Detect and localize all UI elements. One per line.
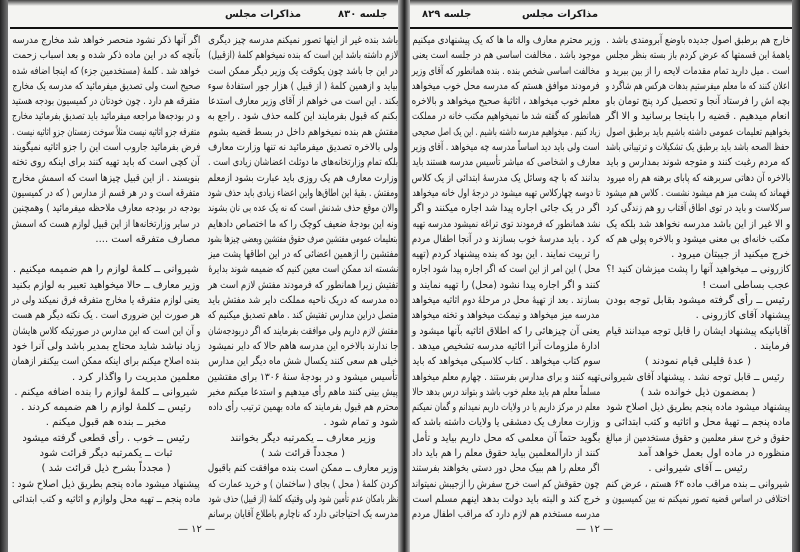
text-line (412, 125, 600, 140)
line-text: رئیس ــ آقای شیروانی . (648, 463, 748, 475)
line-text: است ولی باید دید اساساً مدرسه چه میخواهد . آقای وزیر (411, 142, 600, 154)
line-text: مفتشین را ازهمین اعضائی که در این اطاقها پشت میز (208, 249, 398, 261)
line-text: کنند از دارالمعلمین بیاید حقوق معلم را هم باید داد (412, 448, 600, 460)
line-text: نشد همانطور که فرمودند توی تراغه نمیشود مدرسه تهیه (412, 218, 600, 230)
session-number: جلسه ۸۳۰ (338, 9, 388, 20)
line-text: در این جا باشد چون یکوقت یک وزیر دیگر ممکن است (208, 65, 398, 77)
text-line (412, 140, 600, 155)
line-text: کازرونی ــ میخواهید آنها را پشت میزشان کنید !؟ (605, 264, 790, 276)
text-line (208, 492, 398, 507)
line-text: زیاد کنیم . میخواهیم مدرسه داشته باشیم . این یک اصل صحیحی (412, 126, 600, 138)
line-text: ادارهٔ ملزومات آنرا اثاثیه مدرسه تشخیص میدهد . (412, 340, 600, 352)
page-number: — ۱۲ — (178, 524, 216, 535)
line-text: پیشنهاد میشود ماده پنجم بطریق ذیل اصلاح شود : (11, 478, 200, 490)
text-line (208, 278, 398, 293)
text-line (208, 33, 398, 48)
header-rule (10, 27, 398, 29)
text-line (12, 201, 200, 216)
speaker-note-line (12, 431, 200, 446)
page-title: مذاکرات مجلس (225, 9, 302, 20)
text-line (412, 339, 600, 354)
line-text: موجود باشد . مخالفت اساسی هم در جلسه است یعنی (412, 50, 600, 62)
session-number: جلسه ۸۲۹ (422, 9, 472, 20)
line-text: معلم در مرکز داریم یا در ولایات داریم نمیدانم و گمان نمیکنم (411, 402, 600, 414)
text-line (606, 79, 790, 94)
line-text: و در بودجه‌ها مراجعه میفرمائید باید تصدیق بفرمائید مخارج (12, 111, 200, 123)
line-text: تهیه کنند و برای مدارس بفرستند . چهارم معلم میخواهد (411, 371, 600, 383)
page-title: مذاکرات مجلس (522, 9, 599, 20)
speaker-note-line (208, 431, 398, 446)
line-text: جا ندارند بالاخره این مدرسه هاهم حالا که دایر نمیشود (207, 340, 398, 352)
text-line (12, 186, 200, 201)
line-text: را تربیت نمایند . این بود که بنده پیشنهاد کردم (تهیه (412, 249, 600, 261)
line-text: عجب بساطی است ! (702, 279, 790, 291)
text-line (412, 48, 600, 63)
line-text: اختلافی در اساس قضیه تصور نمیکنم نه بین کمیسیون و (605, 493, 790, 505)
right-page (400, 0, 800, 552)
speaker-note-line (606, 461, 790, 476)
speaker-note-line (12, 461, 200, 476)
text-line (412, 33, 600, 48)
line-text: منظوره در ماده اول بعمل خواهد آمد (637, 448, 790, 460)
line-text: رئیس ــ رأی گرفته میشود بقابل توجه بودن (606, 295, 790, 307)
line-text: معلم خوب میخواهد ، اثاثیهٔ صحیح میخواهد و بالاخره (411, 96, 600, 108)
line-text: وزیر محترم معارف واله ما ها که یک پیشنهادی میکنیم (412, 35, 600, 46)
line-text: نظر بامکان عدم تأمین شود ولی وقتیکه کلمهٔ (از قبیل) حذف شود (208, 493, 398, 505)
line-text: بنویسند . از این قبیل چیزها است که اسمش مخارج (12, 172, 200, 184)
text-line (412, 370, 600, 385)
line-text: متفرقه هم دارد . چون خودتان در کمیسیون بودجه هستید (12, 96, 200, 108)
text-line (606, 109, 790, 124)
speaker-note-line (12, 262, 200, 277)
line-text: رئیس ــ قابل توجه نشد . پیشنهاد آقای شیروانی (599, 371, 784, 383)
text-column (12, 33, 200, 507)
line-text: مخالفت اساسی شخص بنده . بنده همانطور که آقای وزیر (412, 65, 600, 77)
text-line (606, 293, 790, 308)
text-line (12, 477, 200, 492)
text-line (606, 400, 790, 415)
text-line (606, 247, 790, 262)
line-text: اگر آنها ذکر نشود منحصر خواهد شد مخارج مدرسه (11, 35, 200, 46)
speaker-note-line (606, 354, 790, 369)
text-line (606, 140, 790, 155)
text-line (12, 293, 200, 308)
text-line (412, 431, 600, 446)
line-text: خارج هم برطبق اصول جدیده باوضع آبرومندی باشد . (605, 35, 790, 46)
line-text: محترم هم قبول بفرمایند که ماده بهمین ترتیب رأی داده (207, 402, 398, 414)
text-line (12, 48, 200, 63)
line-text: ( مجدداً قرائت شد ) (260, 448, 346, 460)
line-text: است . میل دارید تمام مقدمات لایحه را از بین ببرید و (606, 65, 790, 77)
line-text: مدرسه مستخدم هم لازم دارد که مراقب اطفال مردم (411, 509, 600, 521)
text-line (606, 125, 790, 140)
line-text: معارف و اشخاصی که مباشر تأسیس مدرسه هستند باید (412, 157, 600, 169)
text-line (606, 217, 790, 232)
line-text: وزیر معارف ــ ممکن است بنده موافقت کنم باقبول (208, 463, 398, 475)
text-line (208, 171, 398, 186)
line-text: کرد . باید مدرسهٔ خوب بسازند و در آنجا اطفال مردم (411, 233, 600, 245)
line-text: همانطور که گفته شد ما نمیخواهیم مکتب خانه در مملکت (411, 111, 600, 123)
line-text: شیروانی ــ کلمهٔ لوازم را هم ضمیمه میکنیم . (13, 264, 199, 276)
line-text: بیاید و ازهمین کلمهٔ ( از قبیل ) هزار جور استفادهٔ سوء (208, 80, 398, 92)
speaker-note-line (208, 446, 398, 461)
text-line (412, 477, 600, 492)
line-text: فرمودند موافق هستم که مدرسه محل خوب میخواهد (412, 80, 600, 92)
line-text: لازم داشته باشد این است که بنده نمیخواهم کلمهٔ (ازقبیل) (207, 50, 398, 62)
line-text: کردن کلمهٔ ( محل ) بجای ( ساختمان ) و خرید عمارت که (208, 478, 398, 490)
line-text: اعلان کنند که ما معلم میفرستیم بدهات هرکس هم شاگرد و (606, 80, 790, 92)
text-line (606, 262, 790, 277)
line-text: باشد بنده غیر از اینها تصور نمیکنم مدرسه چیز دیگری (207, 35, 398, 46)
text-line (12, 232, 200, 247)
text-line (412, 492, 600, 507)
line-text: مدرسه یک احتیاجاتی دارد که ناچارم باطلاع آقایان برسانم (207, 509, 398, 521)
text-line (12, 308, 200, 323)
line-text: بنده اصلاح میکنم برای اینکه ممکن است بیکنفر ازهمان (11, 356, 200, 368)
line-text: مصارف متفرقه است .... (95, 233, 200, 245)
speaker-note-line (12, 400, 200, 415)
line-text: مخبر ــ بنده هم قبول میکنم . (45, 417, 167, 429)
line-text: بچه اش را فرستاد آنجا و تحصیل کرد پنج تومان باو (605, 96, 790, 108)
line-text: ماده پنجم ــ تهیهٔ محل و اثاثیه و کتب ابتدائی و (605, 417, 790, 429)
line-text: صحیح است ولی تصدیق میفرمائید که مدرسه یک مخارج (11, 80, 200, 92)
text-line (412, 293, 600, 308)
text-line (208, 201, 398, 216)
text-line (12, 370, 200, 385)
line-text: ( عدهٔ قلیلی قیام نمودند ) (644, 356, 752, 368)
text-line (12, 125, 200, 140)
text-line (208, 324, 398, 339)
line-text: بتعلیمات عمومی مفتشین صرف حقوق مفتشین وبعضی چیزها بشود (207, 233, 398, 245)
line-text: تا دوسه چهارکلاس تهیه میشود در درجهٔ اول خانه میخواهد (411, 187, 600, 199)
line-text: فهماند که پشت میز هم میشود نشست . کلاس هم میشود (605, 187, 790, 199)
page-number: — ۱۲ — (576, 524, 614, 535)
text-line (412, 262, 600, 277)
text-line (12, 247, 200, 262)
line-text: و الا غیر از این باشد مدرسه نخواهد شد بلکه یک (605, 218, 790, 230)
text-line (412, 415, 600, 430)
line-text: وزیر معارف ــ حالا میخواهید تعبیر به لوازم بکنید (12, 279, 200, 291)
line-text: زیاد نباشد شاید محتاج بمدیر باشد ولی آنرا خود (11, 340, 200, 352)
text-line (412, 217, 600, 232)
line-text: مکتب خانه‌ای بی معنی میشود و بالاخره پولی هم که (605, 233, 790, 245)
line-text: تفتیش زیرا همانطور که فرمودند مفتش لازم است هر (208, 279, 398, 291)
line-text: اگر در یک جائی اجاره پیدا شد اجاره میکنند و اگر (411, 203, 600, 215)
text-line (208, 370, 398, 385)
speaker-note-line (12, 446, 200, 461)
text-line (412, 461, 600, 476)
line-text: تأسیس میشود و در بودجهٔ سنهٔ ۱۳۰۶ برای مفتشین (207, 371, 398, 383)
line-text: سوم کتاب میخواهد . کتاب کلاسیکی میخواهد که باید (411, 356, 600, 368)
text-line (606, 415, 790, 430)
text-line (412, 354, 600, 369)
line-text: که مردم رغبت کنند و متوجه شوند بمدارس و باید (606, 157, 790, 169)
line-text: فرمایند . (753, 340, 790, 352)
line-text: خرج میکنید از جیبتان میرود . (671, 249, 790, 261)
text-line (12, 140, 200, 155)
line-text: و آن این است که این مدارس در صورتیکه کلاس هایشان (11, 325, 200, 337)
line-text: در سایر وزارتخانه‌ها از این قبیل لوازم هست که اسمش (12, 218, 200, 230)
line-text: آقایانیکه پیشنهاد ایشان را قابل توجه میدانند قیام (605, 325, 790, 337)
line-text: محل ) این امر از این است که اگر اجاره پیدا شود اجاره (412, 264, 600, 276)
line-text: آن کچی است که باید تهیه کنند برای اینکه روی تخته (11, 157, 200, 169)
line-text: مفتش هم بنده نمیخواهم داخل در بسط قضیه بشوم (208, 126, 398, 138)
line-text: بکنم که قبول بفرمایند این کلمه حذف شود . راجع به (208, 111, 398, 123)
line-text: نشسته اند ممکن است معین کنیم که ضمیمه شوند بدایرهٔ (207, 264, 398, 276)
text-line (208, 232, 398, 247)
speaker-note-line (12, 415, 200, 430)
line-text: رئیس ــ کلمهٔ لوازم را هم ضمیمه کردند . (21, 402, 191, 414)
text-line (208, 415, 398, 430)
text-line (606, 171, 790, 186)
line-text: کنند و اگر اجاره پیدا نشود (محل) را تهیه نمایند و (412, 279, 600, 291)
text-line (208, 48, 398, 63)
text-line (412, 400, 600, 415)
text-line (606, 33, 790, 48)
text-column (208, 33, 398, 523)
text-line (12, 324, 200, 339)
line-text: یعنی لوازم متفرقه یا مخارج متفرقه فرق نمیکند ولی در (12, 295, 200, 307)
line-text: والان موقع حذف شدنش است که نه یک عده بی نان بشوند (208, 203, 398, 215)
line-text: وزیر معارف ــ یکمرتبه دیگر بخوانند (230, 432, 376, 444)
text-line (606, 278, 790, 293)
line-text: سرکلاست و باید در توی اطاق آفتاب رو هم زندگی کرد (605, 203, 790, 215)
line-text: شیروانی ــ کلمهٔ لوازم را بنده اضافه میکنم . (14, 386, 198, 398)
text-column (412, 33, 600, 523)
text-line (412, 278, 600, 293)
line-text: ده مدرسه که دریک ناحیه مملکت دایر شد مفتش باید (207, 295, 398, 307)
line-text: مفتش لازم داریم ولی موافقت بفرمایند که اگر دربودجه‌شان (208, 325, 398, 337)
line-text: وزارت معارف هم یک روزی باید عبارت بشود ازمعلم (207, 172, 398, 184)
line-text: وزارت معارف یک دمشقی یا ولایات داشته باشد که (412, 417, 600, 429)
text-line (412, 79, 600, 94)
line-text: مدرسه میز میخواهد و نیمکت میخواهد و تخته میخواهد (411, 310, 600, 322)
speaker-note-line (606, 385, 790, 400)
text-line (606, 64, 790, 79)
line-text: شیروانی ــ بنده مراقب ماده ۶۳ هستم ، عرض کنم (606, 478, 790, 490)
text-line (12, 171, 200, 186)
header-rule (410, 27, 792, 29)
text-line (208, 308, 398, 323)
line-text: خرج کند و البته باید دولت بدهد اینهم مسلم است (412, 493, 600, 505)
text-line (412, 232, 600, 247)
text-line (606, 308, 790, 323)
text-line (412, 201, 600, 216)
text-line (606, 155, 790, 170)
text-line (208, 461, 398, 476)
text-line (412, 171, 600, 186)
line-text: ( بمضمون ذیل خوانده شد ) (640, 386, 756, 398)
text-line (12, 339, 200, 354)
text-line (412, 64, 600, 79)
line-text: خیلی هم سعی کنند یکسال شش ماه دیگر این مدارس (208, 356, 398, 368)
text-line (12, 94, 200, 109)
line-text: متصل دراین مدارس تفتیش کند . ماهم تصدیق میکنیم که (207, 310, 398, 322)
text-line (208, 94, 398, 109)
speaker-note-line (599, 370, 790, 385)
line-text: انعام میدهیم . قضیه را باینجا برسانید و الا اگر (606, 111, 790, 123)
text-line (412, 385, 600, 400)
text-line (208, 293, 398, 308)
text-line (12, 64, 200, 79)
text-line (412, 109, 600, 124)
text-line (412, 94, 600, 109)
line-text: حفظ الصحه باشد باید برطبق یک تشکیلات و ترتیباتی باشد (606, 142, 790, 154)
text-line (12, 33, 200, 48)
line-text: معلمین مدیریت را واگذار کرد . (71, 371, 200, 383)
line-text: بسازند . بعد از تهیهٔ محل در مرحلهٔ دوم اثاثیه میخواهد (411, 295, 600, 307)
line-text: شود و تمام شود . (323, 417, 398, 429)
text-line (412, 446, 600, 461)
text-line (208, 339, 398, 354)
text-line (208, 247, 398, 262)
text-line (208, 507, 398, 522)
line-text: بگوید حتماً آن معلمی که محل داریم بیاید و تأمل (411, 432, 600, 444)
text-line (208, 79, 398, 94)
text-line (606, 339, 790, 354)
line-text: بالاخره آن دهاتی سربرهنه که پابای برهنه هم راه میرود (606, 172, 790, 184)
text-line (412, 308, 600, 323)
line-text: بودجه در بودجه معارف ملاحظه میفرمائید ) وهمچنین (12, 203, 200, 215)
text-line (606, 48, 790, 63)
line-text: حقوق و خرج سفر معلمین و حقوق مستخدمین از مبالغ (606, 432, 790, 444)
text-line (12, 492, 200, 507)
text-line (606, 446, 790, 461)
line-text: ثبات ــ یکمرتبه دیگر قرائت شود (39, 448, 173, 460)
text-line (412, 155, 600, 170)
line-text: بلکه تمام وزارتخانه‌های ما دوثلث اعضاشان زیادی است . (208, 157, 398, 169)
text-line (412, 186, 600, 201)
text-line (12, 79, 200, 94)
line-text: فرض بفرمائید جاروب است این را جزو اثاثیه نمیگویند (12, 142, 200, 154)
book-spine-fold (398, 0, 410, 552)
text-line (12, 155, 200, 170)
text-line (208, 354, 398, 369)
line-text: مسلماً معلم هم باید معلم خوب باشد و بتواند درس بدهد حالا (412, 386, 600, 398)
line-text: بکند . این است می خواهم از آقای وزیر معارف استدعا (207, 96, 398, 108)
line-text: ولی بالاخره تصدیق میفرمائید نه تنها وزارت معارف (208, 142, 398, 154)
line-text: بخواهیم تعلیمات عمومی داشته باشیم باید برطبق اصول (606, 126, 790, 138)
text-line (606, 94, 790, 109)
text-line (606, 431, 790, 446)
text-line (606, 477, 790, 492)
text-line (12, 217, 200, 232)
line-text: چون حقوقش کم است خرج سفرش را ازجیبش نمیتواند (411, 478, 600, 490)
speaker-note-line (12, 385, 200, 400)
line-text: رئیس ــ خوب . رأی قطعی گرفته میشود (22, 432, 190, 444)
line-text: ماده پنجم ــ تهیه محل ولوازم و اثاثیه و کتب ابتدائی (12, 493, 200, 505)
line-text: پیشنهاد میشود ماده پنجم بطریق ذیل اصلاح شود (606, 402, 790, 414)
text-line (606, 201, 790, 216)
text-line (606, 492, 790, 507)
text-line (12, 109, 200, 124)
line-text: متفرقه جزو اثاثیه نیست مثلاً سوخت زمستان جزو اثاثیه نیست . (12, 126, 200, 138)
text-line (412, 507, 600, 522)
line-text: بآنچه که در این ماده ذکر شده و بعد اسباب زحمت (12, 50, 200, 62)
text-line (412, 324, 600, 339)
line-text: اگر معلم را هم ببیک محل دور دستی بخواهند بفرستند (412, 463, 600, 475)
line-text: متفرقه است و در هر قسم از مدارس ( که در کمیسیون (11, 187, 200, 199)
line-text: یاهمهٔ این قسمتها که عرض کردم باز بسته بنظر مجلس (605, 50, 790, 62)
line-text: بدانند که با چه وسائل یک مدرسهٔ ابتدائی از یک کلاس (411, 172, 600, 184)
text-line (208, 262, 398, 277)
text-line (12, 354, 200, 369)
line-text: پیش بینی کنند ماهم رأی میدهیم و استدعا میکنم مخبر (208, 386, 398, 398)
line-text: خواهد شد . کلمهٔ (مستخدمین جزء) که اینجا اضافه شده (12, 65, 200, 77)
line-text: پیشنهاد آقای کازرونی . (695, 310, 790, 322)
line-text: ونه این بودجهٔ ضعیف کوچک را که ما اختصاص دادهایم (207, 218, 398, 230)
line-text: هر صورت این ضروری است . یک نکته دیگر هم هست (12, 310, 200, 322)
text-line (606, 186, 790, 201)
text-column (599, 33, 790, 507)
line-text: ومفتش . بقیهٔ این اطاق‌ها واین اعضاء زیادی باید حذف شود (207, 187, 398, 199)
text-line (606, 324, 790, 339)
line-text: یعنی آن چیزهائی را که اطلاق اثاثیه بآنها میشود و (412, 325, 600, 337)
line-text: ( مجدداً بشرح ذیل قرائت شد ) (41, 463, 171, 475)
text-line (12, 278, 200, 293)
text-line (606, 232, 790, 247)
text-line (412, 247, 600, 262)
